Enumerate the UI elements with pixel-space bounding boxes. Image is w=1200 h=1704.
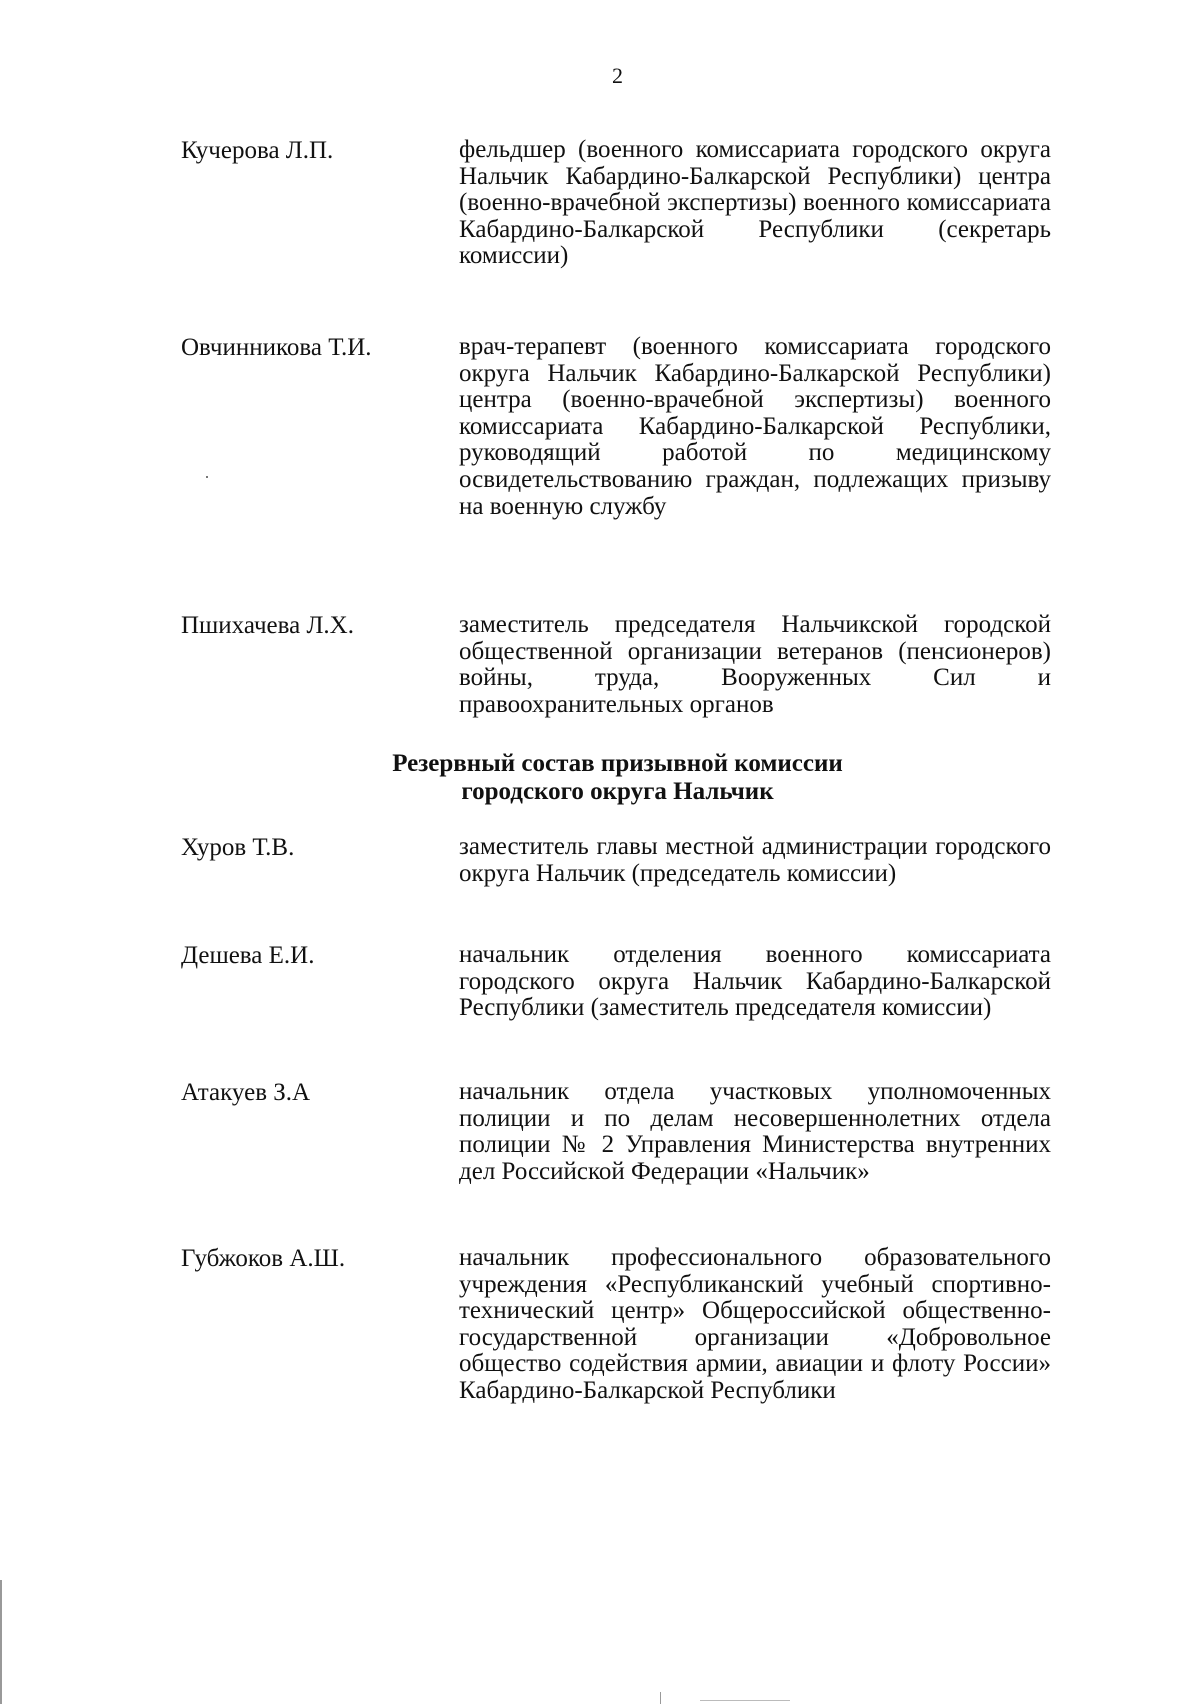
- reserve-title-line-2: городского округа Нальчик: [461, 778, 774, 805]
- reserve-title-line-1: Резервный состав призывной комиссии: [392, 750, 843, 777]
- scan-edge-mark: [0, 1580, 2, 1704]
- member-name: Хуров Т.В.: [181, 834, 295, 861]
- scan-edge-mark: [700, 1700, 790, 1701]
- page-number: 2: [612, 63, 623, 88]
- scan-speck: [206, 476, 208, 478]
- member-role: врач-терапевт (военного комиссариата городского округа Нальчик Кабардино-Балкарской Республики) центра (военно-врачебной экспертизы) военного комиссариата Кабардино-Балкарской Республики, руководящий работой по медицинскому освидетельствованию граждан, подлежащих призыву на военную службу: [459, 333, 1051, 520]
- member-role: начальник профессионального образовательного учреждения «Республиканский учебный спортивно-технический центр» Общероссийской общественно-государственной организации «Добровольное общество содействия армии, авиации и флоту России» Кабардино-Балкарской Республики: [459, 1244, 1051, 1404]
- member-role: заместитель главы местной администрации городского округа Нальчик (председатель комиссии): [459, 833, 1051, 887]
- member-name: Кучерова Л.П.: [181, 137, 334, 164]
- member-role: заместитель председателя Нальчикской городской общественной организации ветеранов (пенсионеров) войны, труда, Вооруженных Сил и правоохранительных органов: [459, 611, 1051, 718]
- member-name: Пшихачева Л.Х.: [181, 612, 354, 639]
- member-name: Губжоков А.Ш.: [181, 1245, 346, 1272]
- member-name: Атакуев З.А: [181, 1079, 311, 1106]
- reserve-section-title: [0, 750, 1200, 806]
- member-role: начальник отдела участковых уполномоченных полиции и по делам несовершеннолетних отдела полиции № 2 Управления Министерства внутренних дел Российской Федерации «Нальчик»: [459, 1078, 1051, 1185]
- member-role: фельдшер (военного комиссариата городского округа Нальчик Кабардино-Балкарской Республики) центра (военно-врачебной экспертизы) военного комиссариата Кабардино-Балкарской Республики (секретарь комиссии): [459, 136, 1051, 270]
- member-name: Овчинникова Т.И.: [181, 334, 372, 361]
- member-name: Дешева Е.И.: [181, 942, 315, 969]
- scan-edge-mark: [660, 1692, 661, 1704]
- member-role: начальник отделения военного комиссариата городского округа Нальчик Кабардино-Балкарской Республики (заместитель председателя комиссии): [459, 941, 1051, 1022]
